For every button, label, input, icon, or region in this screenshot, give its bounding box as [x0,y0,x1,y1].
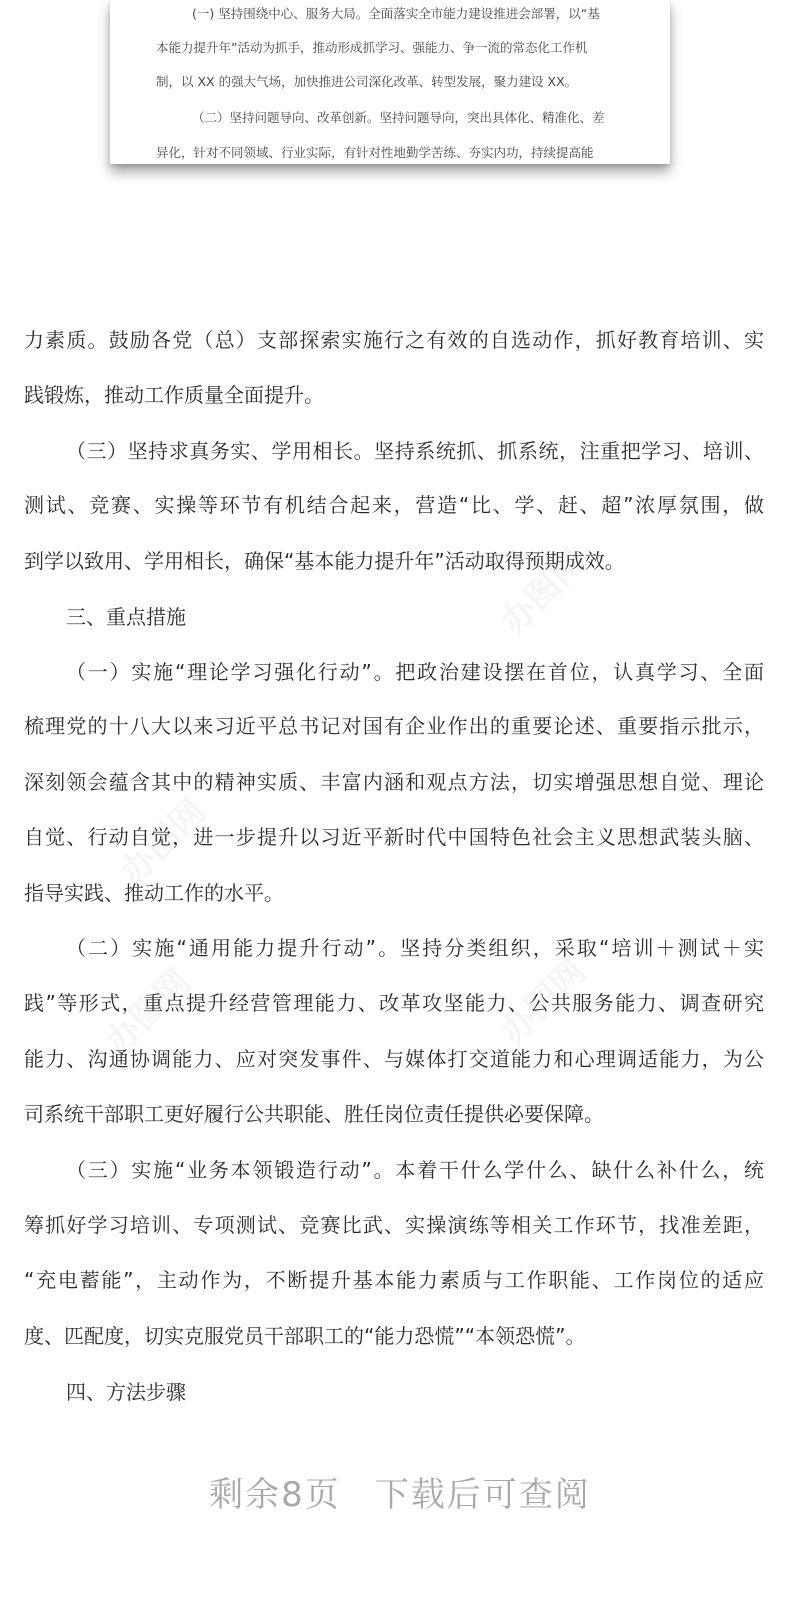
body-line: （二）实施“通用能力提升行动”。坚持分类组织，采取“培训＋测试＋实 [66,936,764,960]
body-line: 践”等形式，重点提升经营管理能力、改革攻坚能力、公共服务能力、调查研究 [24,991,764,1015]
section-heading: 三、重点措施 [66,605,186,629]
preview-line: (一) 坚持围绕中心、服务大局。全面落实全市能力建设推进会部署，以“基 [192,6,600,21]
body-line: 能力、沟通协调能力、应对突发事件、与媒体打交道能力和心理调适能力，为公 [24,1047,764,1071]
body-line: 测试、竞赛、实操等环节有机结合起来，营造“比、学、赶、超”浓厚氛围，做 [24,493,764,517]
remaining-pages-notice[interactable] [0,1467,800,1516]
body-line: 自觉、行动自觉，进一步提升以习近平新时代中国特色社会主义思想武装头脑、 [24,825,764,849]
body-line: 践锻炼，推动工作质量全面提升。 [24,383,324,407]
preview-line: 本能力提升年”活动为抓手，推动形成抓学习、强能力、争一流的常态化工作机 [156,40,588,55]
body-line: 深刻领会蕴含其中的精神实质、丰富内涵和观点方法，切实增强思想自觉、理论 [24,770,764,794]
body-line: 到学以致用、学用相长，确保“基本能力提升年”活动取得预期成效。 [24,549,625,573]
preview-line: （二）坚持问题导向、改革创新。坚持问题导向，突出具体化、精准化、差 [192,110,605,125]
body-line: 指导实践、推动工作的水平。 [24,881,284,905]
body-line: （三）实施“业务本领锻造行动”。本着干什么学什么、缺什么补什么，统 [66,1158,764,1182]
download-to-view-label: 下载后可查阅 [374,1475,591,1515]
preview-line: 异化，针对不同领域、行业实际，有针对性地勤学苦练、夯实内功，持续提高能 [156,145,594,160]
body-line: 司系统干部职工更好履行公共职能、胜任岗位责任提供必要保障。 [24,1102,604,1126]
body-line: 力素质。鼓励各党（总）支部探索实施行之有效的自选动作，抓好教育培训、实 [24,328,764,352]
body-line: 筹抓好学习培训、专项测试、竞赛比武、实操演练等相关工作环节，找准差距， [24,1213,764,1237]
body-line: 梳理党的十八大以来习近平总书记对国有企业作出的重要论述、重要指示批示， [24,714,764,738]
remaining-pages-count: 剩余8页 [209,1475,341,1515]
section-heading: 四、方法步骤 [66,1380,186,1404]
body-line: “充电蓄能”，主动作为，不断提升基本能力素质与工作职能、工作岗位的适应 [24,1268,764,1292]
preview-line: 制，以 XX 的强大气场，加快推进公司深化改革、转型发展，聚力建设 XX。 [156,74,578,89]
document-preview-card [110,0,670,164]
body-line: （一）实施“理论学习强化行动”。把政治建设摆在首位，认真学习、全面 [66,660,764,684]
body-line: （三）坚持求真务实、学用相长。坚持系统抓、抓系统，注重把学习、培训、 [66,439,764,463]
body-line: 度、匹配度，切实克服党员干部职工的“能力恐慌”“本领恐慌”。 [24,1324,586,1348]
